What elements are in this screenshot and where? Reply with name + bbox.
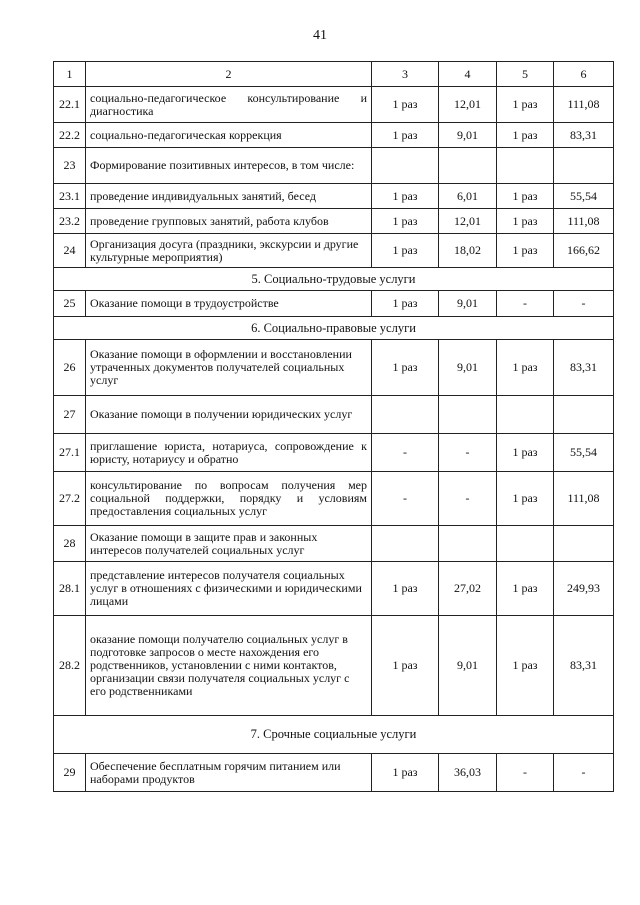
col5-value: 1 раз (497, 616, 554, 716)
service-description: приглашение юриста, нотариуса, сопровождение к юристу, нотариусу и обратно (86, 434, 372, 472)
service-description: социально-педагогическая коррекция (86, 123, 372, 148)
row-number: 29 (54, 754, 86, 792)
table-row (54, 184, 614, 209)
col6-value (554, 526, 614, 562)
col5-value: 1 раз (497, 209, 554, 234)
col5-value: 1 раз (497, 472, 554, 526)
col5-value: 1 раз (497, 340, 554, 396)
col6-value: 111,08 (554, 209, 614, 234)
col3-value: 1 раз (372, 754, 439, 792)
col4-value: 9,01 (439, 616, 497, 716)
col3-value: 1 раз (372, 123, 439, 148)
col6-value: 111,08 (554, 472, 614, 526)
col5-value (497, 396, 554, 434)
section-header-row (54, 317, 614, 340)
col3-value: - (372, 434, 439, 472)
col3-value: 1 раз (372, 184, 439, 209)
col4-value (439, 526, 497, 562)
service-description: представление интересов получателя социальных услуг в отношениях с физическими и юридическими лицами (86, 562, 372, 616)
table-row (54, 340, 614, 396)
header-cell: 6 (554, 62, 614, 87)
table-row (54, 87, 614, 123)
service-description: социально-педагогическое консультирование и диагностика (86, 87, 372, 123)
row-number: 26 (54, 340, 86, 396)
col5-value: - (497, 754, 554, 792)
service-description: оказание помощи получателю социальных услуг в подготовке запросов о месте нахождения его родственников, установлении с ними контактов, организации связи получателя социальных услуг с его родственниками (86, 616, 372, 716)
col5-value: - (497, 291, 554, 317)
service-description: Формирование позитивных интересов, в том числе: (86, 148, 372, 184)
col4-value: 27,02 (439, 562, 497, 616)
table-row (54, 526, 614, 562)
col3-value: 1 раз (372, 209, 439, 234)
col6-value: 166,62 (554, 234, 614, 268)
row-number: 27.2 (54, 472, 86, 526)
col3-value (372, 148, 439, 184)
col6-value: - (554, 291, 614, 317)
col6-value: 83,31 (554, 123, 614, 148)
table-row (54, 291, 614, 317)
col4-value: 12,01 (439, 87, 497, 123)
row-number: 28 (54, 526, 86, 562)
col3-value (372, 526, 439, 562)
col3-value: 1 раз (372, 87, 439, 123)
service-description: Оказание помощи в получении юридических услуг (86, 396, 372, 434)
col5-value: 1 раз (497, 562, 554, 616)
table-row (54, 616, 614, 716)
col5-value: 1 раз (497, 234, 554, 268)
row-number: 22.1 (54, 87, 86, 123)
col4-value: 18,02 (439, 234, 497, 268)
col4-value (439, 148, 497, 184)
header-cell: 3 (372, 62, 439, 87)
col5-value: 1 раз (497, 434, 554, 472)
section-header-row (54, 716, 614, 754)
section-title: 7. Срочные социальные услуги (54, 716, 614, 754)
col5-value: 1 раз (497, 123, 554, 148)
col6-value: 111,08 (554, 87, 614, 123)
col3-value (372, 396, 439, 434)
row-number: 22.2 (54, 123, 86, 148)
table-row (54, 396, 614, 434)
col3-value: 1 раз (372, 616, 439, 716)
col3-value: 1 раз (372, 562, 439, 616)
col4-value: 9,01 (439, 340, 497, 396)
col5-value: 1 раз (497, 184, 554, 209)
col6-value: 83,31 (554, 340, 614, 396)
row-number: 24 (54, 234, 86, 268)
table-row (54, 472, 614, 526)
header-cell: 1 (54, 62, 86, 87)
service-description: проведение индивидуальных занятий, бесед (86, 184, 372, 209)
col6-value: - (554, 754, 614, 792)
col3-value: 1 раз (372, 291, 439, 317)
table-header-row (54, 62, 614, 87)
col6-value: 83,31 (554, 616, 614, 716)
row-number: 23.1 (54, 184, 86, 209)
service-description: Обеспечение бесплатным горячим питанием или наборами продуктов (86, 754, 372, 792)
section-header-row (54, 268, 614, 291)
header-cell: 2 (86, 62, 372, 87)
table-row (54, 434, 614, 472)
row-number: 23.2 (54, 209, 86, 234)
col5-value (497, 526, 554, 562)
row-number: 25 (54, 291, 86, 317)
service-description: Оказание помощи в трудоустройстве (86, 291, 372, 317)
section-title: 5. Социально-трудовые услуги (54, 268, 614, 291)
col4-value: 9,01 (439, 291, 497, 317)
header-cell: 4 (439, 62, 497, 87)
col5-value: 1 раз (497, 87, 554, 123)
row-number: 28.2 (54, 616, 86, 716)
table-row (54, 234, 614, 268)
col5-value (497, 148, 554, 184)
row-number: 27 (54, 396, 86, 434)
service-description: Организация досуга (праздники, экскурсии и другие культурные мероприятия) (86, 234, 372, 268)
row-number: 28.1 (54, 562, 86, 616)
col4-value (439, 396, 497, 434)
col3-value: - (372, 472, 439, 526)
table-row (54, 754, 614, 792)
col6-value: 55,54 (554, 434, 614, 472)
section-title: 6. Социально-правовые услуги (54, 317, 614, 340)
service-description: консультирование по вопросам получения мер социальной поддержки, порядку и условиям предоставления социальных услуг (86, 472, 372, 526)
col4-value: 6,01 (439, 184, 497, 209)
col4-value: 36,03 (439, 754, 497, 792)
header-cell: 5 (497, 62, 554, 87)
col6-value (554, 396, 614, 434)
col4-value: 9,01 (439, 123, 497, 148)
col4-value: - (439, 472, 497, 526)
col3-value: 1 раз (372, 340, 439, 396)
col3-value: 1 раз (372, 234, 439, 268)
table-row (54, 209, 614, 234)
col6-value: 55,54 (554, 184, 614, 209)
table-row (54, 562, 614, 616)
page-number: 41 (313, 28, 327, 43)
service-description: Оказание помощи в защите прав и законных интересов получателей социальных услуг (86, 526, 372, 562)
col6-value (554, 148, 614, 184)
row-number: 27.1 (54, 434, 86, 472)
col4-value: 12,01 (439, 209, 497, 234)
col6-value: 249,93 (554, 562, 614, 616)
col4-value: - (439, 434, 497, 472)
row-number: 23 (54, 148, 86, 184)
services-table (53, 61, 614, 792)
service-description: проведение групповых занятий, работа клубов (86, 209, 372, 234)
table-row (54, 148, 614, 184)
service-description: Оказание помощи в оформлении и восстановлении утраченных документов получателей социальных услуг (86, 340, 372, 396)
table-row (54, 123, 614, 148)
